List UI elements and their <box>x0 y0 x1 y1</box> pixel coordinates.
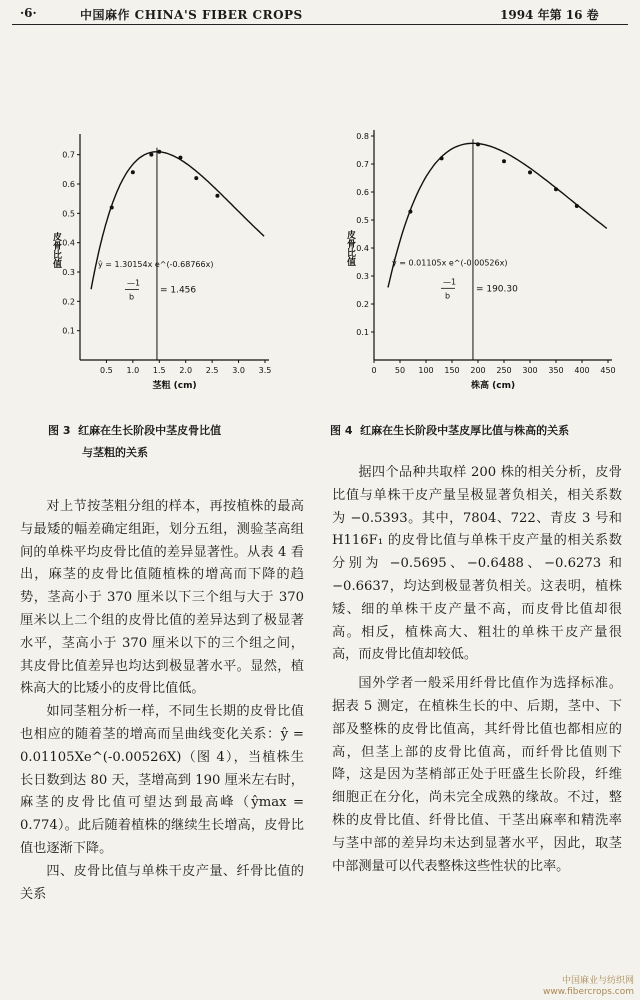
data-point <box>215 194 219 198</box>
figure-4-chart <box>330 120 620 410</box>
peak-label-denominator: b <box>444 291 451 301</box>
x-tick-label: 350 <box>548 366 564 375</box>
figure-3-caption <box>48 420 221 464</box>
x-tick-label: 250 <box>496 366 512 375</box>
y-tick-label: 0.2 <box>356 300 369 309</box>
y-tick-label: 0.6 <box>62 180 75 189</box>
figure-3-number: 图 3 <box>48 424 71 437</box>
running-header <box>0 0 640 30</box>
volume-info: 1994 年第 16 卷 <box>500 8 599 22</box>
y-tick-label: 0.8 <box>356 132 369 141</box>
left-text-column <box>20 496 304 906</box>
data-point <box>194 176 198 180</box>
x-tick-label: 3.0 <box>232 366 245 375</box>
y-tick-label: 0.5 <box>62 209 75 219</box>
x-tick-label: 150 <box>444 366 460 375</box>
y-tick-label: 0.5 <box>356 216 369 225</box>
data-point <box>157 150 161 154</box>
peak-label-denominator: b <box>128 292 135 302</box>
x-tick-label: 2.5 <box>205 366 219 375</box>
y-tick-label: 0.1 <box>62 326 75 336</box>
page-number: ·6· <box>20 6 37 20</box>
y-tick-label: 0.4 <box>356 244 369 253</box>
figure-4-number: 图 4 <box>330 424 353 437</box>
y-tick-label: 0.7 <box>62 150 75 160</box>
x-tick-label: 50 <box>394 366 406 375</box>
data-point <box>408 210 412 214</box>
peak-label-value: = 190.30 <box>475 284 518 295</box>
watermark-line2: www.fibercrops.com <box>543 987 634 997</box>
paragraph: 如同茎粗分析一样，不同生长期的皮骨比值也相应的随着茎的增高而呈曲线变化关系：ŷ = 0.01105Xe^(-0.00526X)（图 4），当植株生长日数到达 80 天，茎增高到 190 厘米左右时，麻茎的皮骨比值可望达到最高峰（ŷmax = 0.774）。此后随着植株的继续生长增高，皮骨比值也逐渐下降。 <box>20 704 304 856</box>
x-tick-label: 450 <box>600 366 616 375</box>
journal-title: 中国麻作 CHINA'S FIBER CROPS <box>80 8 303 22</box>
figure-4-caption-line1: 红麻在生长阶段中茎皮厚比值与株高的关系 <box>360 424 570 437</box>
data-point <box>178 156 182 160</box>
x-tick-label: 200 <box>470 366 486 375</box>
x-tick-label: 3.5 <box>258 366 272 375</box>
x-tick-label: 0.5 <box>100 366 113 375</box>
peak-label-numerator: —1 <box>126 278 141 288</box>
paragraph: 对上节按茎粗分组的样本，再按植株的最高与最矮的幅差确定组距，划分五组，测验茎高组间的单株平均皮骨比值的差异显著性。从表 4 看出，麻茎的皮骨比值随植株的增高而下降的趋势，茎高小于 370 厘米以下三个组与大于 370 厘米以上二个组的皮骨比值的差异达到了极显著水平，茎高小于 370 厘米以下的三个组之间，其皮骨比值差异也均达到极显著水平。显然，植株高大的比矮小的皮骨比值低。 <box>20 499 304 697</box>
equation-label: ŷ = 1.30154x e^(-0.68766x) <box>98 260 214 270</box>
watermark <box>543 976 634 998</box>
y-axis-label: 皮骨比值 <box>51 232 61 268</box>
x-tick-label: 1.0 <box>126 366 140 375</box>
x-tick-label: 2.0 <box>179 366 193 375</box>
y-tick-label: 0.4 <box>62 238 75 248</box>
paragraph: 据四个品种共取样 200 株的相关分析，皮骨比值与单株干皮产量呈极显著负相关，相关系数为 −0.5393。其中，7804、722、青皮 3 号和 H116F₁ 的皮骨比值与单株干皮产量的相关系数分别为 −0.5695、−0.6488、−0.6273 和 −0.6637，均达到极显著负相关。这表明，植株矮、细的单株干皮产量不高，而皮骨比值却很高。相反，植株高大、粗壮的单株干皮产量很高，而皮骨比值却较低。 <box>332 465 622 663</box>
data-point <box>528 170 532 174</box>
y-tick-label: 0.3 <box>356 272 369 281</box>
right-text-column <box>332 462 622 878</box>
data-point <box>575 204 579 208</box>
figure-3-chart <box>40 120 280 410</box>
x-tick-label: 400 <box>574 366 590 375</box>
x-tick-label: 300 <box>522 366 538 375</box>
data-point <box>110 205 114 209</box>
y-tick-label: 0.6 <box>356 188 369 197</box>
data-point <box>131 170 135 174</box>
y-tick-label: 0.7 <box>356 160 369 169</box>
header-rule <box>12 24 628 25</box>
x-tick-label: 100 <box>418 366 434 375</box>
x-axis-label: 茎粗 (cm) <box>152 381 197 391</box>
peak-label-value: = 1.456 <box>159 285 197 296</box>
y-tick-label: 0.2 <box>62 297 75 307</box>
data-point <box>476 142 480 146</box>
x-axis-label: 株高 (cm) <box>471 381 516 391</box>
peak-label-numerator: —1 <box>442 277 457 287</box>
data-point <box>440 156 444 160</box>
figure-3-caption-line2: 与茎粗的关系 <box>82 446 148 459</box>
data-point <box>149 153 153 157</box>
x-tick-label: 0 <box>371 366 377 375</box>
equation-label: ŷ = 0.01105x e^(-0.00526x) <box>392 258 508 268</box>
y-tick-label: 0.3 <box>62 268 75 277</box>
y-tick-label: 0.1 <box>356 328 369 337</box>
data-point <box>502 159 506 163</box>
watermark-line1: 中国麻业与纺织网 <box>561 976 634 986</box>
y-axis-label: 皮骨比值 <box>345 230 355 266</box>
x-tick-label: 1.5 <box>152 366 166 375</box>
paragraph: 国外学者一般采用纤骨比值作为选择标准。据表 5 测定，在植株生长的中、后期，茎中、下部及整株的皮骨比值高，其纤骨比值也都相应的高，但茎上部的皮骨比值高，而纤骨比值则下降，这是因为茎梢部正处于旺盛生长阶段，纤维细胞正在分化，尚未完全成熟的缘故。不过，整株的皮骨比值、纤骨比值、干茎出麻率和精洗率与茎中部的差异均未达到显著水平，因此，取茎中部测量可以代表整株这些性状的比率。 <box>332 676 622 874</box>
section-heading: 四、皮骨比值与单株干皮产量、纤骨比值的关系 <box>20 863 304 902</box>
figure-4-caption <box>330 420 569 442</box>
data-point <box>554 187 558 191</box>
figure-3-caption-line1: 红麻在生长阶段中茎皮骨比值 <box>78 424 222 437</box>
